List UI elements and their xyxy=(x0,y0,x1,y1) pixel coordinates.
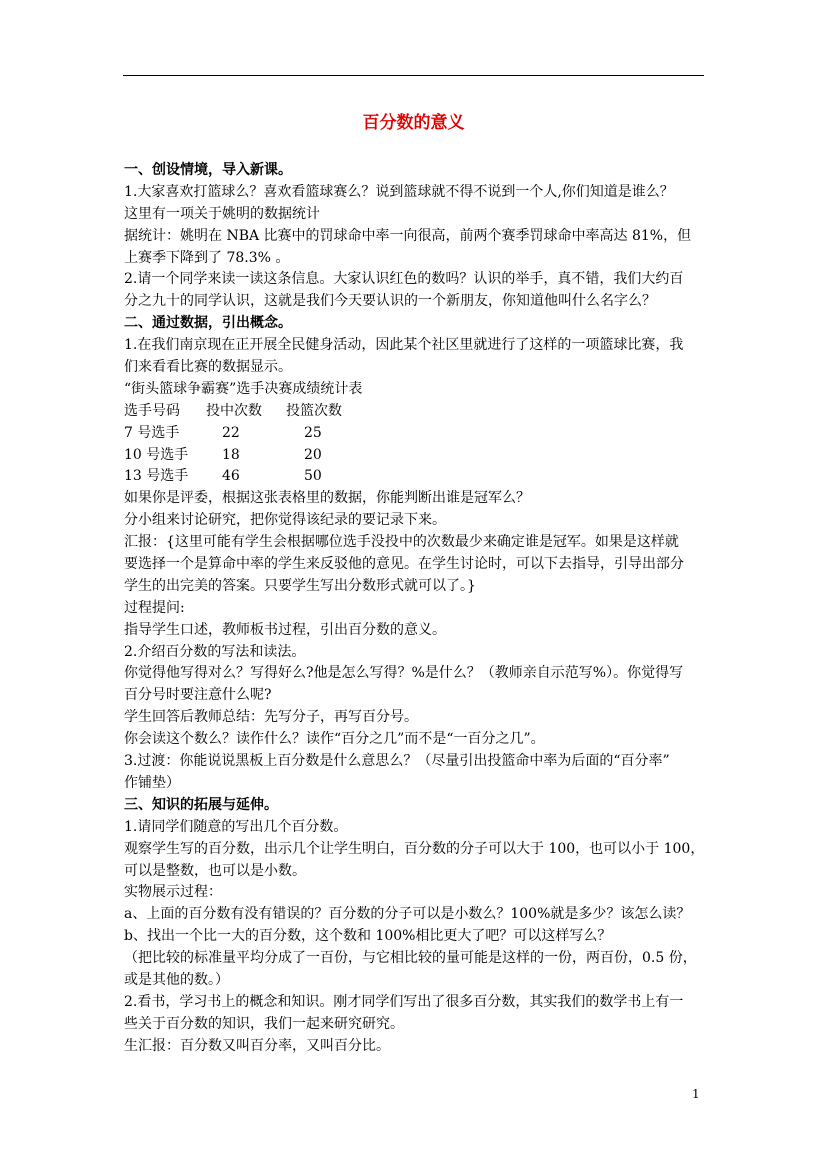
text-line: 作铺垫） xyxy=(124,774,180,791)
text-line: 1.请同学们随意的写出几个百分数。 xyxy=(124,818,348,835)
text-line: 汇报：{这里可能有学生会根据哪位选手没投中的次数最少来确定谁是冠军。如果是这样就 xyxy=(124,534,679,551)
text-line: 或是其他的数。） xyxy=(124,971,229,988)
text-line: 学生回答后教师总结：先写分子，再写百分号。 xyxy=(124,709,418,726)
table-row xyxy=(124,466,704,488)
page-title: 百分数的意义 xyxy=(362,113,465,133)
section-body xyxy=(124,488,704,1057)
section-heading: 一、创设情境，导入新课。 xyxy=(124,162,292,178)
text-line: 上赛季下降到了 78.3% 。 xyxy=(124,249,290,266)
text-line: 分之九十的同学认识，这就是我们今天要认识的一个新朋友，你知道他叫什么名字么？ xyxy=(124,293,656,310)
table-header-cell: 投篮次数 xyxy=(286,402,342,419)
text-line: （把比较的标准量平均分成了一百份，与它相比较的量可能是这样的一份，两百份，0.5 份， xyxy=(124,950,697,967)
text-line: 要选择一个是算命中率的学生来反驳他的意见。在学生讨论时，可以下去指导，引导出部分 xyxy=(124,556,684,573)
page-number: 1 xyxy=(692,1087,700,1101)
text-line: 观察学生写的百分数，出示几个让学生明白，百分数的分子可以大于 100，也可以小于 100， xyxy=(124,840,705,857)
text-line: 学生的出完美的答案。只要学生写出分数形式就可以了。} xyxy=(124,577,476,594)
header-rule xyxy=(123,75,704,76)
text-line: 分小组来讨论研究，把你觉得该纪录的要记录下来。 xyxy=(124,512,446,529)
text-line: a、上面的百分数有没有错误的？百分数的分子可以是小数么？100%就是多少？该怎么读？ xyxy=(124,906,691,923)
text-line: 些关于百分数的知识，我们一起来研究研究。 xyxy=(124,1015,404,1032)
table-row xyxy=(124,423,704,445)
table-cell: 7 号选手 xyxy=(124,424,180,441)
text-line: 2.看书，学习书上的概念和知识。刚才同学们写出了很多百分数，其实我们的数学书上有一 xyxy=(124,993,684,1010)
text-line: 这里有一项关于姚明的数据统计 xyxy=(124,205,320,222)
text-line: 你会读这个数么？读作什么？读作“百分之几”而不是“一百分之几”。 xyxy=(124,731,545,748)
text-line: 2.请一个同学来读一读这条信息。大家认识红色的数吗？认识的举手，真不错，我们大约百 xyxy=(124,271,684,288)
table-header-row xyxy=(124,401,704,423)
table-cell: 13 号选手 xyxy=(124,468,189,485)
table-cell: 50 xyxy=(304,468,322,485)
table-cell: 18 xyxy=(222,446,240,463)
text-line: 2.介绍百分数的写法和读法。 xyxy=(124,643,306,660)
text-line: 实物展示过程： xyxy=(124,884,222,901)
section-heading: 三、知识的拓展与延伸。 xyxy=(124,796,278,813)
text-line: 过程提问: xyxy=(124,599,185,616)
table-header-cell: 投中次数 xyxy=(206,402,262,419)
text-line: 1.在我们南京现在正开展全民健身活动，因此某个社区里就进行了这样的一项篮球比赛，我 xyxy=(124,337,684,354)
table-cell: 22 xyxy=(222,424,240,441)
document-body xyxy=(124,160,704,1058)
text-line: 生汇报：百分数又叫百分率，又叫百分比。 xyxy=(124,1037,390,1054)
table-row xyxy=(124,445,704,467)
table-cell: 46 xyxy=(222,468,240,485)
table-cell: 20 xyxy=(304,446,322,463)
text-line: 百分号时要注意什么呢? xyxy=(124,687,272,704)
text-line: 据统计：姚明在 NBA 比赛中的罚球命中率一向很高，前两个赛季罚球命中率高达 81%，但 xyxy=(124,227,692,244)
text-line: “街头篮球争霸赛”选手决赛成绩统计表 xyxy=(124,380,363,397)
section-heading: 二、通过数据，引出概念。 xyxy=(124,315,292,332)
text-line: 们来看看比赛的数据显示。 xyxy=(124,359,292,376)
text-line: 你觉得他写得对么？写得好么?他是怎么写得？%是什么？（教师亲自示范写%）。你觉得写 xyxy=(124,665,684,682)
table-cell: 10 号选手 xyxy=(124,446,189,463)
table-cell: 25 xyxy=(304,424,322,441)
text-line: 如果你是评委，根据这张表格里的数据，你能判断出谁是冠军么？ xyxy=(124,490,530,507)
text-line: 指导学生口述，教师板书过程，引出百分数的意义。 xyxy=(124,621,446,638)
text-line: b、找出一个比一大的百分数，这个数和 100%相比更大了吧？可以这样写么？ xyxy=(124,928,612,945)
text-line: 1.大家喜欢打篮球么？喜欢看篮球赛么？说到篮球就不得不说到一个人,你们知道是谁么？ xyxy=(124,183,674,200)
text-line: 可以是整数，也可以是小数。 xyxy=(124,862,306,879)
section-intro xyxy=(124,160,704,401)
table-header-cell: 选手号码 xyxy=(124,402,180,419)
text-line: 3.过渡：你能说说黑板上百分数是什么意思么？（尽量引出投篮命中率为后面的“百分率” xyxy=(124,753,670,770)
